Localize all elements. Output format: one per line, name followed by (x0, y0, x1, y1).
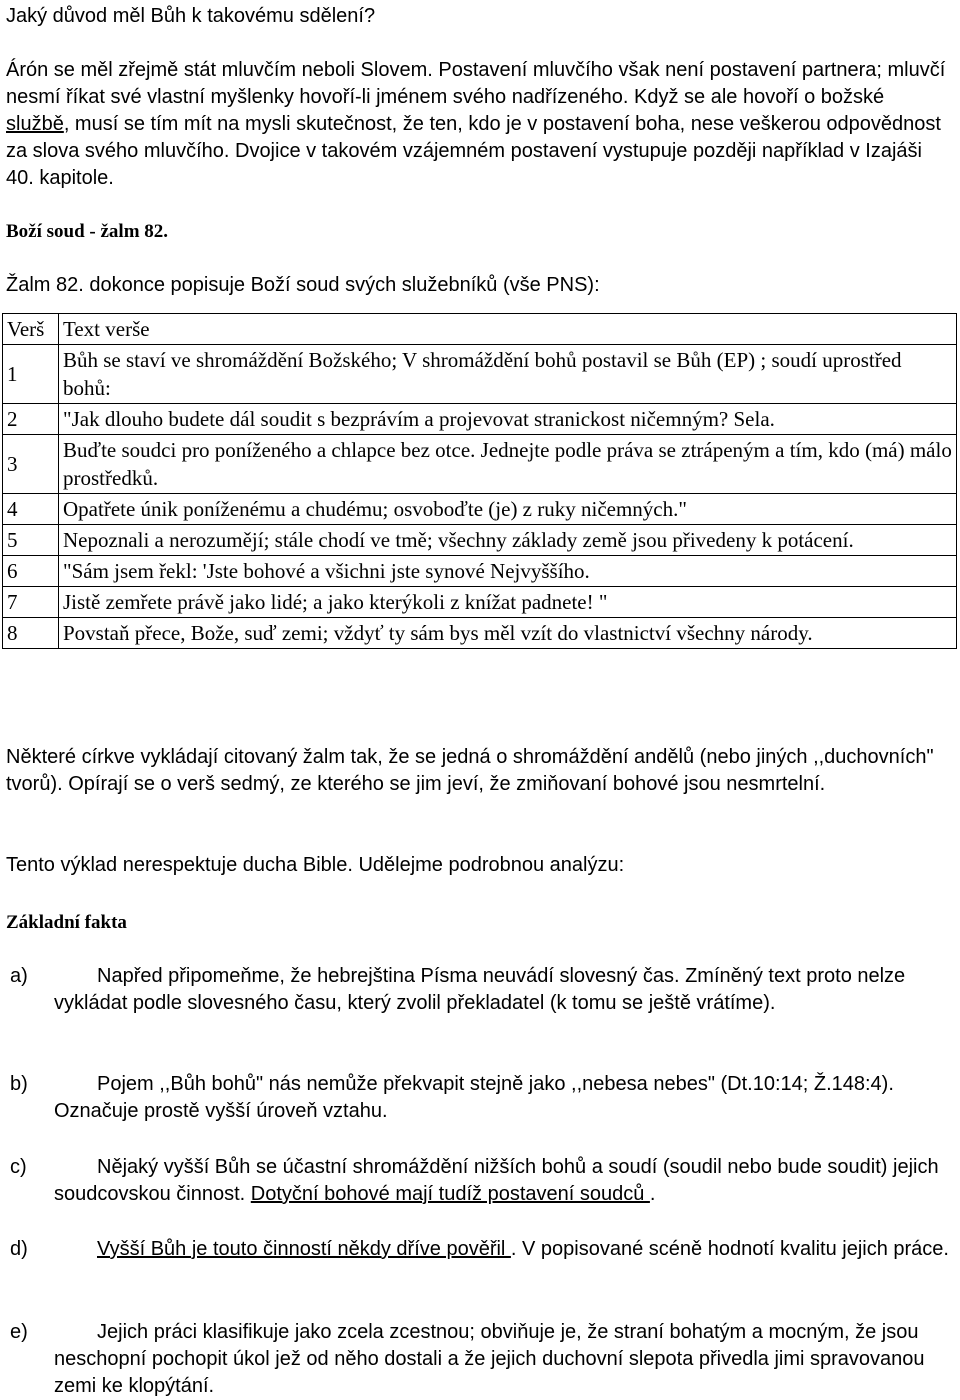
table-row (3, 525, 957, 556)
verse-number: 6 (3, 556, 59, 587)
analysis-intro: Tento výklad nerespektuje ducha Bible. Udělejme podrobnou analýzu: (6, 854, 625, 876)
verse-number: 2 (3, 404, 59, 435)
list-item (6, 1236, 950, 1263)
intro-paragraph (6, 57, 950, 192)
verse-number: 4 (3, 494, 59, 525)
intro-underlined-word: službě (6, 113, 64, 135)
list-item-underlined: Vyšší Bůh je touto činností někdy dříve pověřil (97, 1238, 511, 1260)
table-row (3, 618, 957, 649)
verse-table (2, 313, 957, 649)
header-text: Text verše (59, 314, 957, 345)
list-item-label: d) (10, 1238, 28, 1260)
list-item-label: e) (10, 1321, 28, 1343)
verse-text: "Sám jsem řekl: 'Jste bohové a všichni jste synové Nejvyššího. (59, 556, 957, 587)
list-item (6, 1319, 950, 1400)
list-item-text-a: Nějaký vyšší Bůh se účastní shromáždění nižších bohů a soudí (soudil nebo bude soudit) jejich soudcovskou činnost. (54, 1156, 939, 1205)
verse-text: Povstaň přece, Bože, suď zemi; vždyť ty sám bys měl vzít do vlastnictví všechny národy. (59, 618, 957, 649)
verse-number: 5 (3, 525, 59, 556)
verse-text: Nepoznali a nerozumějí; stále chodí ve tmě; všechny základy země jsou přivedeny k potácení. (59, 525, 957, 556)
psalm-lead: Žalm 82. dokonce popisuje Boží soud svých služebníků (vše PNS): (6, 274, 600, 296)
verse-text: Bůh se staví ve shromáždění Božského; V shromáždění bohů postavil se Bůh (EP) ; soudí uprostřed bohů: (59, 345, 957, 404)
list-item (6, 1071, 950, 1125)
verse-text: Opatřete únik poníženému a chudému; osvoboďte (je) z ruky ničemných." (59, 494, 957, 525)
section-heading-facts: Základní fakta (6, 912, 127, 933)
table-row (3, 345, 957, 404)
list-item-text (54, 1236, 950, 1263)
table-row (3, 404, 957, 435)
list-item-text: Jejich práci klasifikuje jako zcela zcestnou; obviňuje je, že straní bohatým a mocným, že jsou neschopní pochopit úkol jež od něho dostali a že jejich duchovní slepota přivedla jimi spravovanou zemi ke klopýtání. (54, 1321, 925, 1397)
table-row (3, 556, 957, 587)
table-header-row (3, 314, 957, 345)
intro-question: Jaký důvod měl Bůh k takovému sdělení? (6, 5, 376, 27)
header-verse: Verš (3, 314, 59, 345)
list-item-text-b: . V popisované scéně hodnotí kvalitu jejich práce. (510, 1238, 949, 1260)
verse-text: Buďte soudci pro poníženého a chlapce bez otce. Jednejte podle práva se ztrápeným a tím, kdo (má) málo prostředků. (59, 435, 957, 494)
verse-text: "Jak dlouho budete dál soudit s bezprávím a projevovat stranickost ničemným? Sela. (59, 404, 957, 435)
table-row (3, 435, 957, 494)
list-item-underlined: Dotyční bohové mají tudíž postavení soudců (250, 1183, 650, 1205)
list-item-text-b: . (649, 1183, 656, 1205)
section-heading-psalm: Boží soud - žalm 82. (6, 221, 169, 242)
list-item-label: b) (10, 1073, 28, 1095)
table-row (3, 587, 957, 618)
list-item-label: c) (10, 1156, 27, 1178)
list-item-text: Napřed připomeňme, že hebrejština Písma neuvádí slovesný čas. Zmíněný text proto nelze vykládat podle slovesného času, který zvolil překladatel (k tomu se ještě vrátíme). (54, 965, 906, 1014)
verse-number: 7 (3, 587, 59, 618)
commentary-paragraph: Některé církve vykládají citovaný žalm tak, že se jedná o shromáždění andělů (nebo jiných ,,duchovních" tvorů). Opírají se o verš sedmý, ze kterého se jim jeví, že zmiňovaní bohové jsou nesmrtelní. (6, 746, 934, 795)
list-item-label: a) (10, 965, 28, 987)
verse-number: 1 (3, 345, 59, 404)
intro-text-b: , musí se tím mít na mysli skutečnost, že ten, kdo je v postavení boha, nese veškerou odpovědnost za slova svého mluvčího. Dvojice v takovém vzájemném postavení vystupuje později například v Izajáši 40. kapitole. (6, 113, 941, 189)
table-row (3, 494, 957, 525)
list-item-text: Pojem ,,Bůh bohů" nás nemůže překvapit stejně jako ,,nebesa nebes" (Dt.10:14; Ž.148:4). Označuje prostě vyšší úroveň vztahu. (54, 1073, 894, 1122)
verse-number: 8 (3, 618, 59, 649)
intro-text-a: Árón se měl zřejmě stát mluvčím neboli Slovem. Postavení mluvčího však není postavení partnera; mluvčí nesmí říkat své vlastní myšlenky hovoří-li jménem svého nadřízeného. Když se ale hovoří o božské (6, 59, 946, 108)
list-item (6, 1154, 950, 1208)
verse-number: 3 (3, 435, 59, 494)
list-item (6, 963, 950, 1017)
list-item-text (54, 1154, 950, 1208)
verse-text: Jistě zemřete právě jako lidé; a jako kterýkoli z knížat padnete! " (59, 587, 957, 618)
